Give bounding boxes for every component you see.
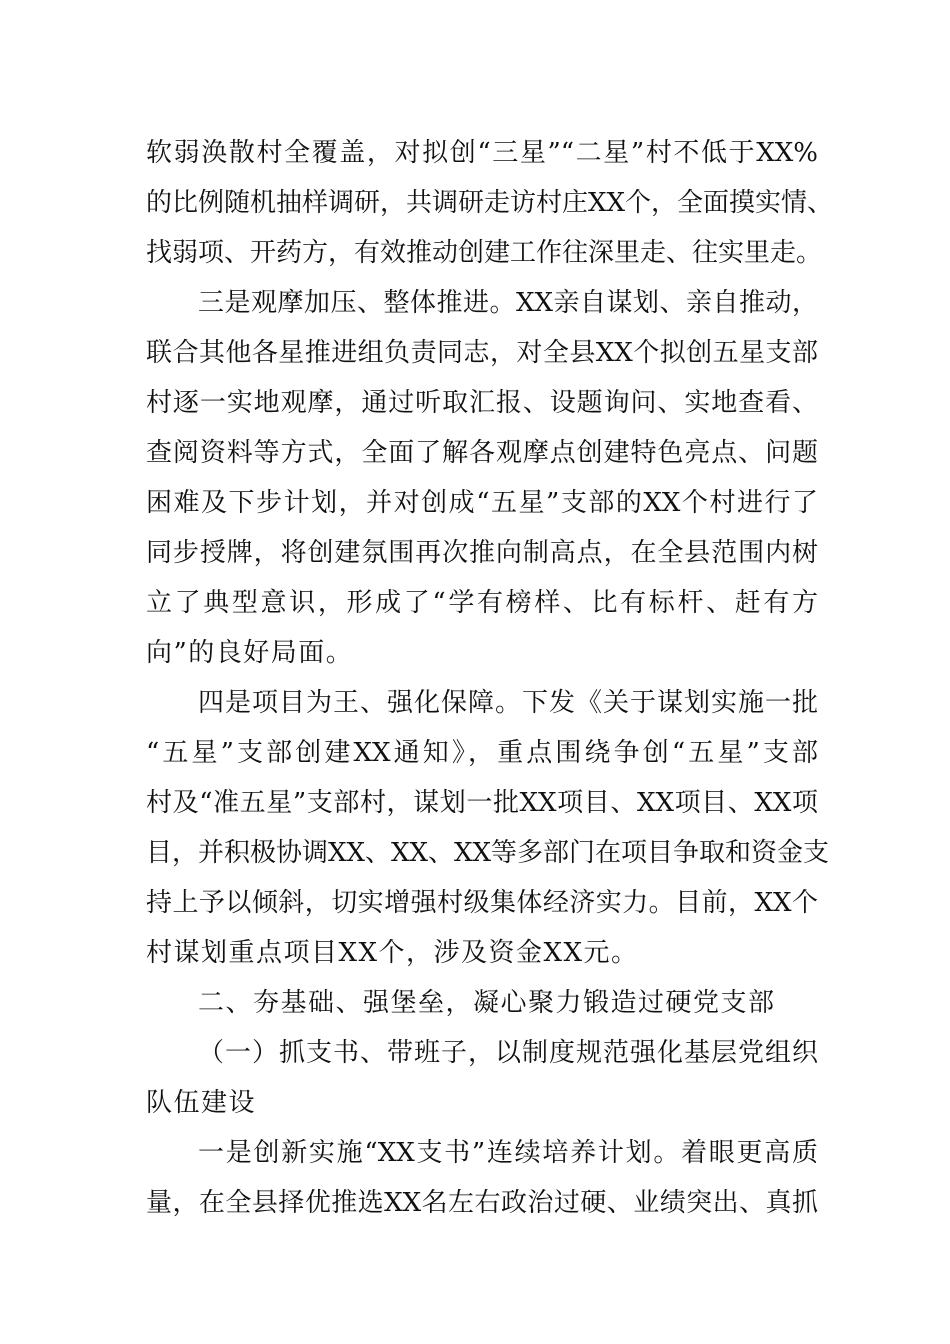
text-line: 同步授牌，将创建氛围再次推向制高点，在全县范围内树 bbox=[146, 538, 818, 568]
paragraph-1 bbox=[146, 128, 834, 278]
text-line: 查阅资料等方式，全面了解各观摩点创建特色亮点、问题 bbox=[146, 438, 818, 468]
text-line: 四是项目为王、强化保障。下发《关于谋划实施一批 bbox=[198, 688, 818, 718]
text-line: 村逐一实地观摩，通过听取汇报、设题询问、实地查看、 bbox=[146, 388, 818, 418]
text-line: 向”的良好局面。 bbox=[146, 638, 354, 668]
paragraph-2 bbox=[146, 278, 818, 678]
heading-line: （一）抓支书、带班子，以制度规范强化基层党组织 bbox=[198, 1038, 818, 1068]
text-line: 持上予以倾斜，切实增强村级集体经济实力。目前，XX个 bbox=[146, 888, 818, 918]
paragraph-3 bbox=[146, 678, 830, 978]
text-line: 目，并积极协调XX、XX、XX等多部门在项目争取和资金支 bbox=[146, 838, 830, 868]
text-line: 困难及下步计划，并对创成“五星”支部的XX个村进行了 bbox=[146, 488, 818, 518]
text-line: 三是观摩加压、整体推进。XX亲自谋划、亲自推动， bbox=[198, 288, 818, 318]
text-line: 村谋划重点项目XX个，涉及资金XX元。 bbox=[146, 938, 639, 968]
paragraph-4 bbox=[146, 1128, 818, 1228]
text-line: 村及“准五星”支部村，谋划一批XX项目、XX项目、XX项 bbox=[146, 788, 818, 818]
heading-line: 队伍建设 bbox=[146, 1088, 257, 1118]
section-heading bbox=[146, 978, 818, 1028]
text-line: 量，在全县择优推选XX名左右政治过硬、业绩突出、真抓 bbox=[146, 1188, 818, 1218]
document-body bbox=[146, 128, 834, 1228]
text-line: 联合其他各星推进组负责同志，对全县XX个拟创五星支部 bbox=[146, 338, 818, 368]
text-line: 立了典型意识，形成了“学有榜样、比有标杆、赶有方 bbox=[146, 588, 818, 618]
subsection-heading bbox=[146, 1028, 818, 1128]
text-line: 的比例随机抽样调研，共调研走访村庄XX个，全面摸实情、 bbox=[146, 188, 834, 218]
heading-line: 二、夯基础、强堡垒，凝心聚力锻造过硬党支部 bbox=[198, 988, 776, 1018]
text-line: 软弱涣散村全覆盖，对拟创“三星”“二星”村不低于XX% bbox=[146, 138, 818, 168]
text-line: 一是创新实施“XX支书”连续培养计划。着眼更高质 bbox=[198, 1138, 818, 1168]
text-line: “五星”支部创建XX通知》，重点围绕争创“五星”支部 bbox=[146, 738, 818, 768]
text-line: 找弱项、开药方，有效推动创建工作往深里走、往实里走。 bbox=[146, 238, 823, 268]
